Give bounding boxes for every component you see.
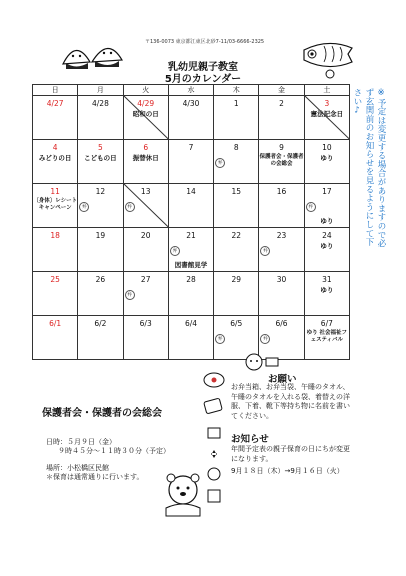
calendar-date-number: 6 <box>143 143 149 152</box>
parents-meeting-title: 保護者会・保護者の会総会 <box>42 408 162 419</box>
calendar-day-cell <box>168 140 213 184</box>
calendar-day-cell <box>259 184 304 228</box>
calendar-date-number: 1 <box>233 99 239 108</box>
calendar-day-cell <box>214 140 259 184</box>
lunch-box-icon: 弁 <box>170 246 180 256</box>
calendar-date-number: 18 <box>50 231 60 240</box>
calendar-event-label: みどりの日 <box>38 154 72 162</box>
calendar-day-cell <box>123 140 168 184</box>
calendar-date-number: 6/3 <box>139 319 152 328</box>
calendar-date-number: 28 <box>186 275 196 284</box>
weekday-header-3: 水 <box>168 85 213 96</box>
calendar-date-number: 4/27 <box>46 99 64 108</box>
calendar-title: 5月のカレンダー <box>164 74 242 85</box>
calendar-day-cell <box>123 316 168 360</box>
calendar-day-cell <box>123 96 168 140</box>
calendar-day-cell <box>78 316 123 360</box>
calendar-date-number: 12 <box>95 187 106 196</box>
calendar-day-cell <box>78 140 123 184</box>
may-calendar <box>32 84 350 360</box>
calendar-date-number: 20 <box>140 231 151 240</box>
calendar-event-label: ゆり <box>320 217 334 225</box>
request-title: お願い <box>268 374 297 385</box>
calendar-date-number: 6/4 <box>184 319 198 328</box>
calendar-date-number: 24 <box>322 231 332 240</box>
calendar-day-cell <box>33 272 78 316</box>
calendar-day-cell <box>123 272 168 316</box>
lunch-box-icon: 弁 <box>306 202 316 212</box>
crossed-out-mark <box>124 96 168 139</box>
calendar-week-row <box>33 316 350 360</box>
lunch-box-icon: 弁 <box>260 334 270 344</box>
weekday-header-4: 木 <box>214 85 259 96</box>
calendar-day-cell <box>33 184 78 228</box>
calendar-event-label: 振替休日 <box>132 154 159 162</box>
schedule-change-note: ※予定は変更する場合がありますので必ず玄関前のお知らせを見るようにして下さい♪ <box>352 88 386 248</box>
calendar-date-number: 15 <box>231 187 242 196</box>
calendar-date-number: 14 <box>186 187 196 196</box>
calendar-event-label: 図書館見学 <box>174 261 208 269</box>
calendar-date-number: 6/5 <box>230 319 243 328</box>
notice-body: 年間予定表の親子保育の日にちが変更になります。 <box>231 445 350 463</box>
calendar-day-cell <box>123 184 168 228</box>
calendar-week-row <box>33 184 350 228</box>
calendar-day-cell <box>214 184 259 228</box>
calendar-date-number: 9 <box>279 143 284 152</box>
calendar-date-number: 30 <box>276 275 287 284</box>
calendar-day-cell <box>304 316 349 360</box>
calendar-day-cell <box>214 228 259 272</box>
calendar-event-label: 憲法記念日 <box>310 110 344 118</box>
calendar-day-cell <box>78 184 123 228</box>
calendar-date-number: 4/30 <box>182 99 200 108</box>
calendar-event-label: ゆり <box>320 286 334 294</box>
calendar-day-cell <box>78 228 123 272</box>
calendar-date-number: 16 <box>276 187 287 196</box>
calendar-date-number: 17 <box>322 187 332 196</box>
calendar-date-number: 23 <box>276 231 287 240</box>
notice-title: お知らせ <box>231 434 269 445</box>
calendar-day-cell <box>168 184 213 228</box>
notice-dates: 9月１８日（木）→9月１６日（火） <box>231 467 344 475</box>
calendar-date-number: 11 <box>50 187 60 196</box>
calendar-day-cell <box>259 140 304 184</box>
calendar-date-number: 6/2 <box>94 319 107 328</box>
calendar-day-cell <box>123 228 168 272</box>
calendar-day-cell <box>78 272 123 316</box>
request-body: お弁当箱、お弁当袋、午睡のタオル、午睡のタオルを入れる袋、着替えの洋服、下着、靴下等持ち物に名前を書いてください。 <box>231 383 350 420</box>
calendar-date-number: 6/6 <box>275 319 288 328</box>
school-address: 〒136-0073 東京都江東区北砂7-11/03-6666-2325 <box>145 39 265 45</box>
weekday-header-6: 土 <box>304 85 349 96</box>
calendar-event-label: ゆり <box>320 154 334 162</box>
lunch-box-icon: 弁 <box>125 290 135 300</box>
calendar-date-number: 19 <box>95 231 106 240</box>
calendar-day-cell <box>214 272 259 316</box>
rice-ball-mascot-illustration <box>58 36 128 80</box>
calendar-date-number: 5 <box>98 143 103 152</box>
lunch-box-icon: 弁 <box>79 202 89 212</box>
weekday-header-2: 火 <box>123 85 168 96</box>
meeting-time: ９時４５分～１１時３０分（予定） <box>58 447 170 455</box>
calendar-date-number: 13 <box>140 187 151 196</box>
calendar-day-cell <box>214 96 259 140</box>
calendar-day-cell <box>33 96 78 140</box>
weekday-header-5: 金 <box>259 85 304 96</box>
calendar-event-label: ゆり 社会福祉フェスティバル <box>306 330 348 343</box>
calendar-date-number: 31 <box>322 275 332 284</box>
calendar-day-cell <box>304 184 349 228</box>
carp-streamer-mascot-illustration <box>300 36 358 84</box>
calendar-event-label: ゆり <box>320 242 334 250</box>
calendar-date-number: 29 <box>231 275 242 284</box>
calendar-event-label: 昭和の日 <box>132 110 159 118</box>
crossed-out-mark <box>305 96 349 139</box>
lunch-box-icon: 弁 <box>125 202 135 212</box>
crossed-out-mark <box>124 184 168 227</box>
calendar-event-label: 〔身体〕レシートキャンペーン <box>33 198 78 211</box>
calendar-date-number: 25 <box>50 275 60 284</box>
calendar-day-cell <box>304 96 349 140</box>
calendar-date-number: 4/28 <box>92 99 109 108</box>
calendar-day-cell <box>168 228 213 272</box>
calendar-date-number: 22 <box>231 231 242 240</box>
calendar-week-row <box>33 272 350 316</box>
calendar-date-number: 4/29 <box>137 99 155 108</box>
calendar-day-cell <box>78 96 123 140</box>
weekday-header-row <box>33 85 350 96</box>
calendar-week-row <box>33 96 350 140</box>
calendar-day-cell <box>33 228 78 272</box>
page-title: 乳幼児親子教室 <box>168 62 238 73</box>
calendar-week-row <box>33 228 350 272</box>
calendar-week-row <box>33 140 350 184</box>
calendar-event-label: こどもの日 <box>84 154 117 162</box>
lunch-box-icon: 弁 <box>215 158 225 168</box>
calendar-date-number: 4 <box>52 143 58 152</box>
calendar-date-number: 3 <box>324 99 330 108</box>
calendar-date-number: 6/7 <box>320 319 333 328</box>
lunch-box-icon: 弁 <box>260 246 270 256</box>
calendar-date-number: 27 <box>140 275 151 284</box>
calendar-date-number: 2 <box>279 99 284 108</box>
calendar-event-label: 保護者会・保護者の会総会 <box>259 154 304 167</box>
parents-meeting-details <box>46 438 170 482</box>
calendar-day-cell <box>304 228 349 272</box>
calendar-day-cell <box>33 316 78 360</box>
weekday-header-0: 日 <box>33 85 78 96</box>
weekday-header-1: 月 <box>78 85 123 96</box>
calendar-date-number: 26 <box>95 275 106 284</box>
calendar-day-cell <box>259 272 304 316</box>
calendar-day-cell <box>259 228 304 272</box>
calendar-date-number: 6/1 <box>49 319 62 328</box>
calendar-day-cell <box>304 140 349 184</box>
calendar-date-number: 8 <box>233 143 239 152</box>
calendar-day-cell <box>168 272 213 316</box>
calendar-day-cell <box>33 140 78 184</box>
meeting-place: 場所：小松橋区民館 <box>46 464 109 472</box>
calendar-date-number: 21 <box>186 231 196 240</box>
meeting-date: 日時：５月９日（金） <box>46 438 116 446</box>
calendar-date-number: 10 <box>322 143 332 152</box>
calendar-day-cell <box>168 316 213 360</box>
calendar-day-cell <box>259 96 304 140</box>
lunch-box-icon: 弁 <box>215 334 225 344</box>
calendar-day-cell <box>168 96 213 140</box>
calendar-day-cell <box>304 272 349 316</box>
calendar-date-number: 7 <box>188 143 194 152</box>
meeting-childcare-note: ＊保育は通常通りに行います。 <box>46 473 144 481</box>
